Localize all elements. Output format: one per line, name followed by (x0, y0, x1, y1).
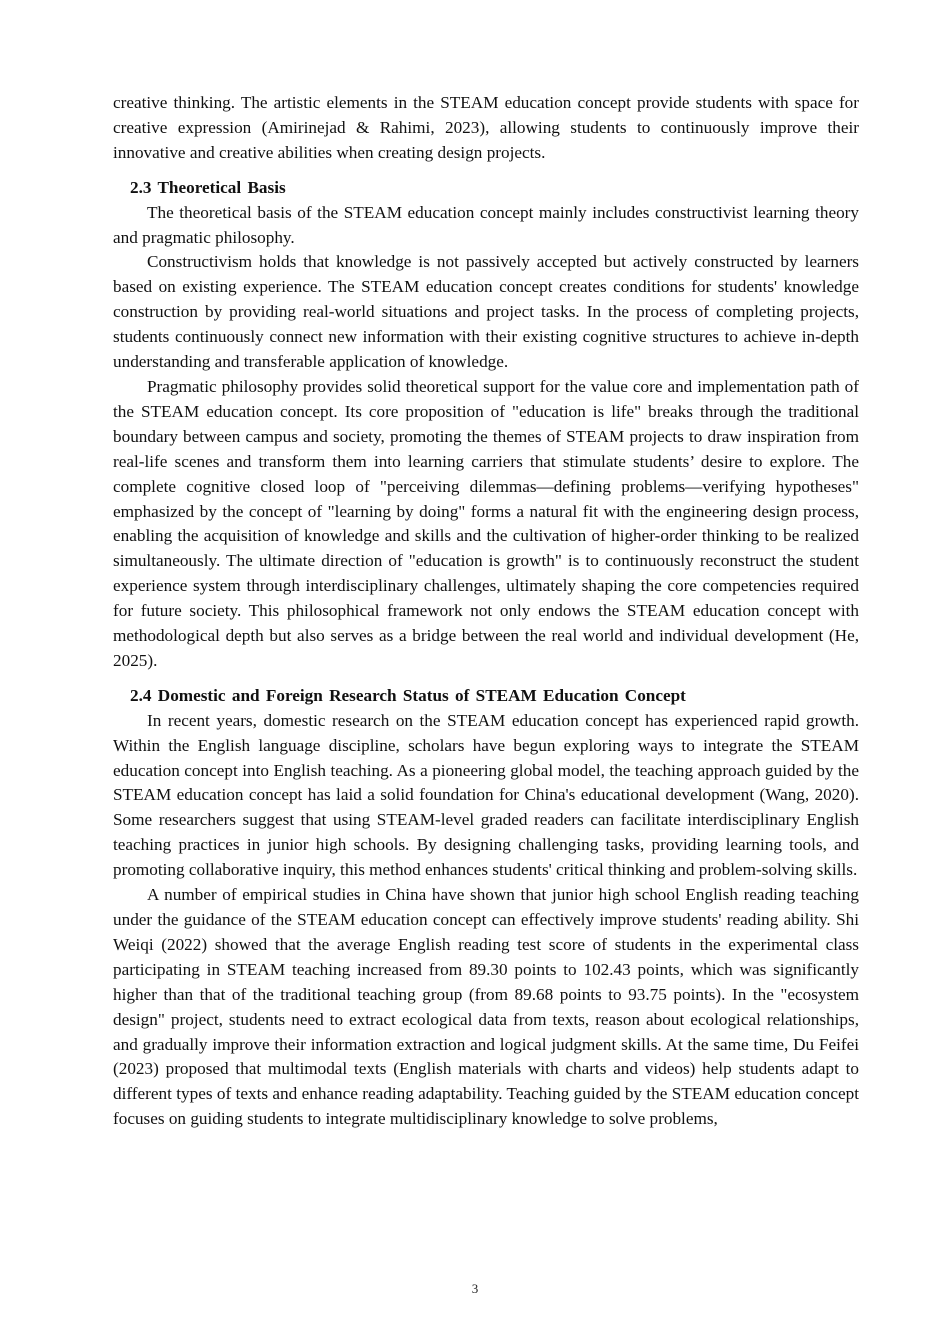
paragraph: In recent years, domestic research on the STEAM education concept has experienced rapid growth. Within the English language discipline, scholars have begun exploring ways to integrate the STEAM education concept into English teaching. As a pioneering global model, the teaching approach guided by the STEAM education concept has laid a solid foundation for China's educational development (Wang, 2020). Some researchers suggest that using STEAM-level graded readers can facilitate interdisciplinary English teaching practices in junior high schools. By designing challenging tasks, providing learning tools, and promoting collaborative inquiry, this method enhances students' critical thinking and problem-solving skills. (113, 710, 859, 880)
intro-paragraph: creative thinking. The artistic elements in the STEAM education concept provide students with space for creative expression (Amirinejad & Rahimi, 2023), allowing students to continuously improve their innovative and creative abilities when creating design projects. (113, 93, 859, 162)
section-heading-2-3: 2.3 Theoretical Basis (130, 177, 286, 197)
document-page (113, 91, 859, 1132)
paragraph: Constructivism holds that knowledge is not passively accepted but actively constructed by learners based on existing experience. The STEAM education concept creates conditions for students' knowledge construction by providing real-world situations and project tasks. In the process of completing projects, students continuously connect new information with their existing cognitive structures to achieve in-depth understanding and transferable application of knowledge. (113, 252, 859, 372)
page-number: 3 (471, 1281, 479, 1296)
paragraph: The theoretical basis of the STEAM education concept mainly includes constructivist learning theory and pragmatic philosophy. (113, 202, 859, 247)
section-heading-2-4: 2.4 Domestic and Foreign Research Status of STEAM Education Concept (130, 685, 686, 705)
paragraph: Pragmatic philosophy provides solid theoretical support for the value core and implementation path of the STEAM education concept. Its core proposition of "education is life" breaks through the traditional boundary between campus and society, promoting the themes of STEAM projects to draw inspiration from real-life scenes and transform them into learning carriers that stimulate students’ desire to explore. The complete cognitive closed loop of "perceiving dilemmas—defining problems—verifying hypotheses" emphasized by the concept of "learning by doing" forms a natural fit with the engineering design process, enabling the acquisition of knowledge and skills and the cultivation of higher-order thinking to be realized simultaneously. The ultimate direction of "education is growth" is to continuously reconstruct the student experience system through interdisciplinary challenges, ultimately shaping the core competencies required for future society. This philosophical framework not only endows the STEAM education concept with methodological depth but also serves as a bridge between the real world and individual development (He, 2025). (113, 376, 859, 670)
paragraph: A number of empirical studies in China have shown that junior high school English reading teaching under the guidance of the STEAM education concept can effectively improve students' reading ability. Shi Weiqi (2022) showed that the average English reading test score of students in the experimental class participating in STEAM teaching increased from 89.30 points to 102.43 points, which was significantly higher than that of the traditional teaching group (from 89.68 points to 93.75 points). In the "ecosystem design" project, students need to extract ecological data from texts, reason about ecological relationships, and gradually improve their information extraction and logical judgment skills. At the same time, Du Feifei (2023) proposed that multimodal texts (English materials with charts and videos) help students adapt to different types of texts and enhance reading adaptability. Teaching guided by the STEAM education concept focuses on guiding students to integrate multidisciplinary knowledge to solve problems, (113, 885, 859, 1129)
